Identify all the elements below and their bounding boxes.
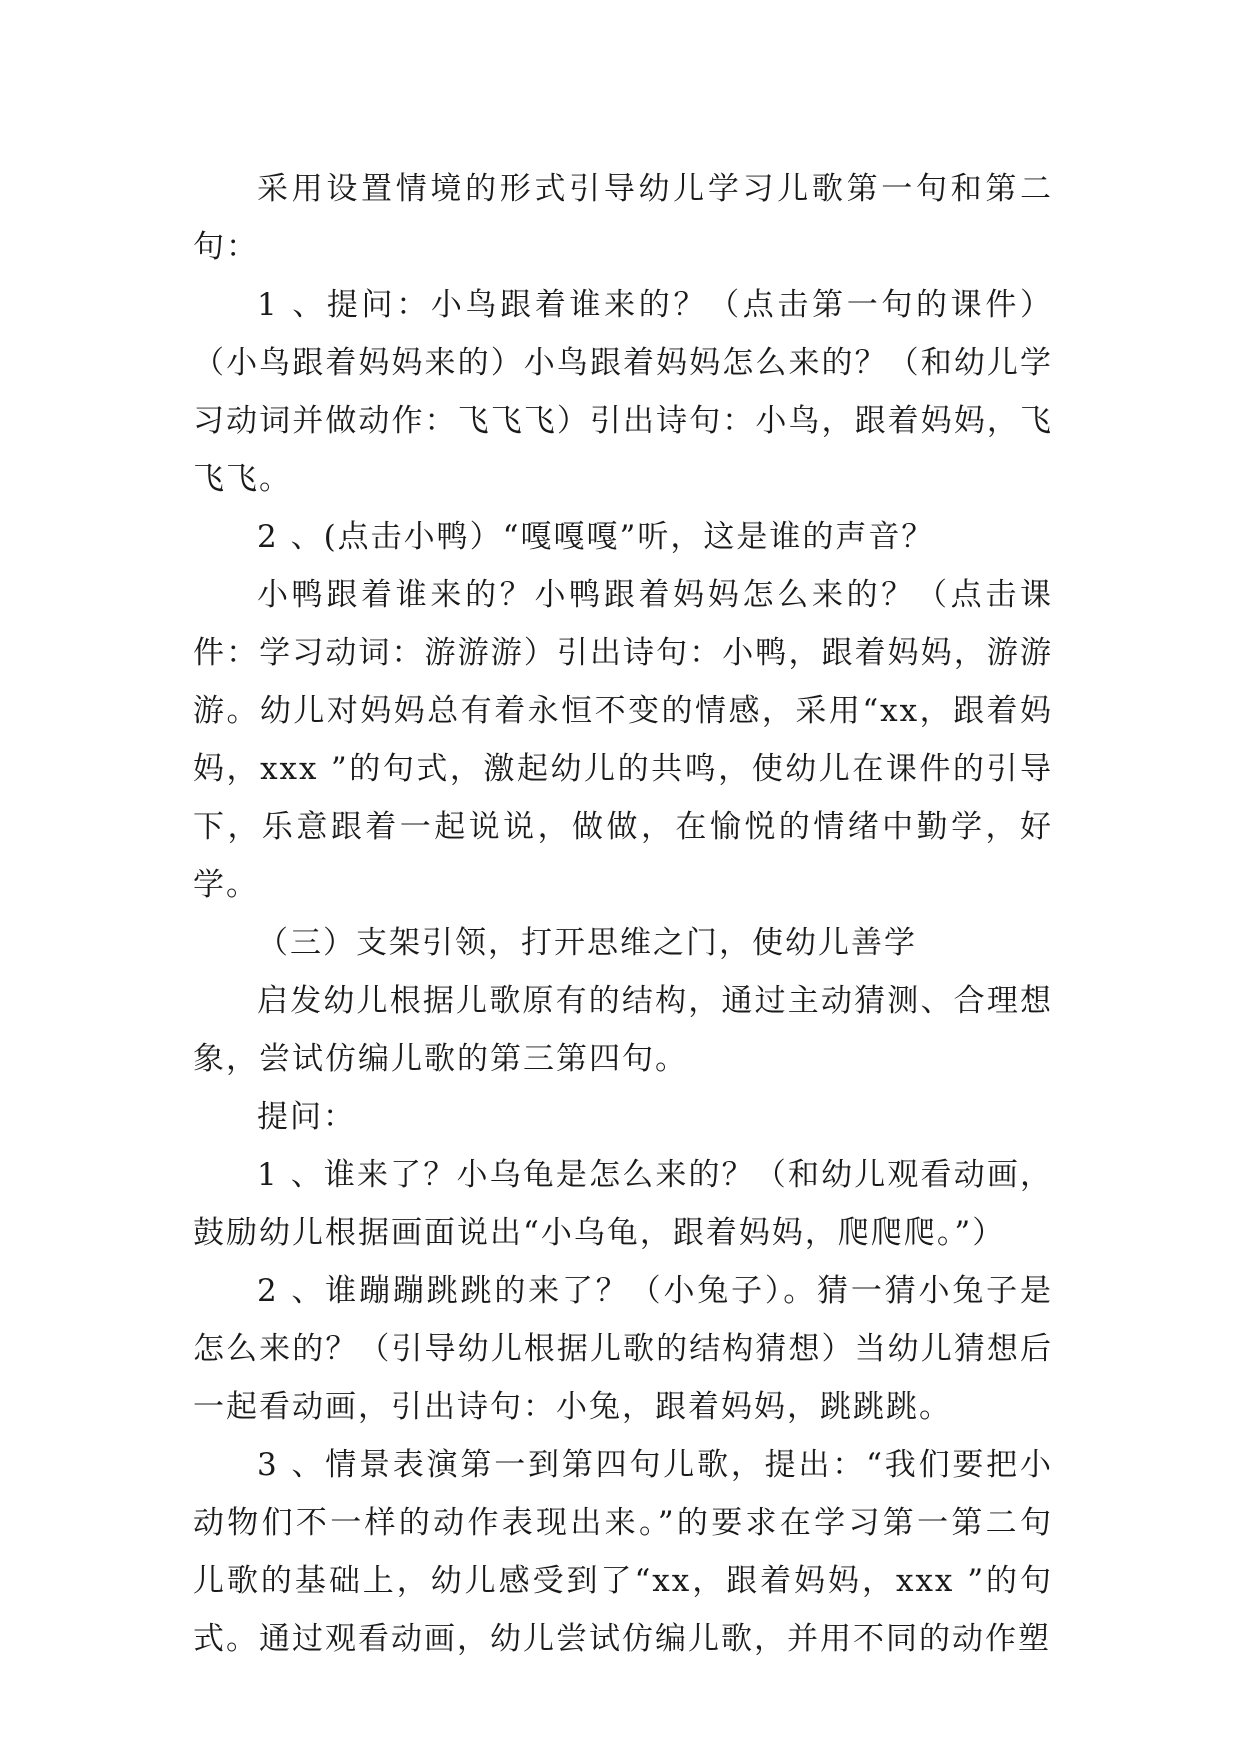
paragraph-inspire: 启发幼儿根据儿歌原有的结构，通过主动猜测、合理想象，尝试仿编儿歌的第三第四句。 <box>193 983 1053 1077</box>
paragraph-question-label: 提问： <box>257 1099 356 1135</box>
paragraph-performance: 3 、情景表演第一到第四句儿歌，提出：“我们要把小动物们不一样的动作表现出来。”的要求在学习第一第二句儿歌的基础上，幼儿感受到了“xx，跟着妈妈，xxx ”的句式。通过观看动画，幼儿尝试仿编儿歌，并用不同的动作塑 <box>193 1447 1053 1657</box>
paragraph-rabbit: 2 、谁蹦蹦跳跳的来了？（小兔子）。猜一猜小兔子是怎么来的？（引导幼儿根据儿歌的结构猜想）当幼儿猜想后一起看动画，引出诗句：小兔，跟着妈妈，跳跳跳。 <box>193 1273 1053 1425</box>
section-heading: （三）支架引领，打开思维之门，使幼儿善学 <box>257 925 917 961</box>
paragraph-turtle: 1 、谁来了？小乌龟是怎么来的？（和幼儿观看动画，鼓励幼儿根据画面说出“小乌龟，跟着妈妈，爬爬爬。”） <box>193 1157 1053 1251</box>
paragraph-intro: 采用设置情境的形式引导幼儿学习儿歌第一句和第二句： <box>193 171 1053 265</box>
document-body <box>193 160 1053 1668</box>
paragraph-step-1: 1 、提问：小鸟跟着谁来的？（点击第一句的课件）（小鸟跟着妈妈来的）小鸟跟着妈妈怎么来的？（和幼儿学习动词并做动作：飞飞飞）引出诗句：小鸟，跟着妈妈，飞飞飞。 <box>193 287 1053 497</box>
paragraph-step-2: 2 、(点击小鸭）“嘎嘎嘎”听，这是谁的声音？ <box>257 519 935 555</box>
paragraph-duck: 小鸭跟着谁来的？小鸭跟着妈妈怎么来的？（点击课件：学习动词：游游游）引出诗句：小鸭，跟着妈妈，游游游。幼儿对妈妈总有着永恒不变的情感，采用“xx，跟着妈妈，xxx ”的句式，激起幼儿的共鸣，使幼儿在课件的引导下，乐意跟着一起说说，做做，在愉悦的情绪中勤学，好学。 <box>193 577 1053 903</box>
